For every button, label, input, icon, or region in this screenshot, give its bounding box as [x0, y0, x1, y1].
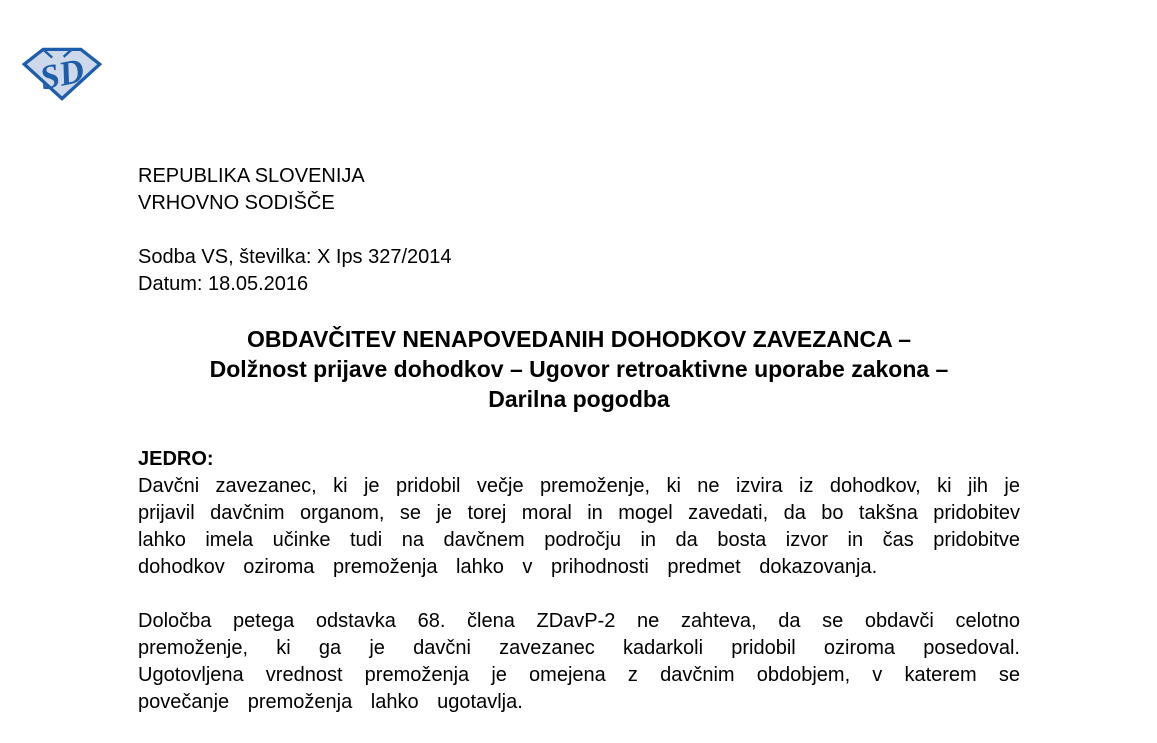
text-line: Dolžnost prijave dohodkov – Ugovor retroaktivne uporabe zakona – — [209, 356, 949, 382]
spacer — [138, 581, 1020, 608]
core-heading: JEDRO: — [138, 448, 214, 470]
document-title — [138, 324, 1020, 414]
text-line: lahko imela učinke tudi na davčnem področju in da bosta izvor in čas pridobitve — [138, 529, 1020, 551]
institution-header — [138, 163, 1020, 298]
text-line: Darilna pogodba — [488, 386, 670, 412]
text-line: dohodkov oziroma premoženja lahko v prihodnosti predmet dokazovanja. — [138, 556, 878, 578]
date-line: Datum: 18.05.2016 — [138, 273, 309, 295]
text-line: Ugotovljena vrednost premoženja je omejena z davčnim obdobjem, v katerem se — [138, 664, 1020, 686]
text-line: Davčni zavezanec, ki je pridobil večje premoženje, ki ne izvira iz dohodkov, ki jih je — [138, 475, 1020, 497]
spacer — [138, 217, 1020, 244]
supreme-court-logo — [21, 46, 103, 102]
text-line: Določba petega odstavka 68. člena ZDavP-2 ne zahteva, da se obdavči celotno — [138, 610, 1020, 632]
document-body — [138, 446, 1020, 716]
institution-country: REPUBLIKA SLOVENIJA — [138, 165, 365, 187]
core-paragraph-1 — [138, 473, 1020, 581]
text-line: povečanje premoženja lahko ugotavlja. — [138, 691, 523, 713]
text-line: premoženje, ki ga je davčni zavezanec kadarkoli pridobil oziroma posedoval. — [138, 637, 1020, 659]
logo-letters: SD — [36, 51, 88, 98]
case-number-line: Sodba VS, številka: X Ips 327/2014 — [138, 246, 452, 268]
institution-court: VRHOVNO SODIŠČE — [138, 192, 335, 214]
core-paragraph-2 — [138, 608, 1020, 716]
text-line: OBDAVČITEV NENAPOVEDANIH DOHODKOV ZAVEZANCA – — [246, 326, 912, 352]
text-line: prijavil davčnim organom, se je torej moral in mogel zavedati, da bo takšna pridobitev — [138, 502, 1020, 524]
